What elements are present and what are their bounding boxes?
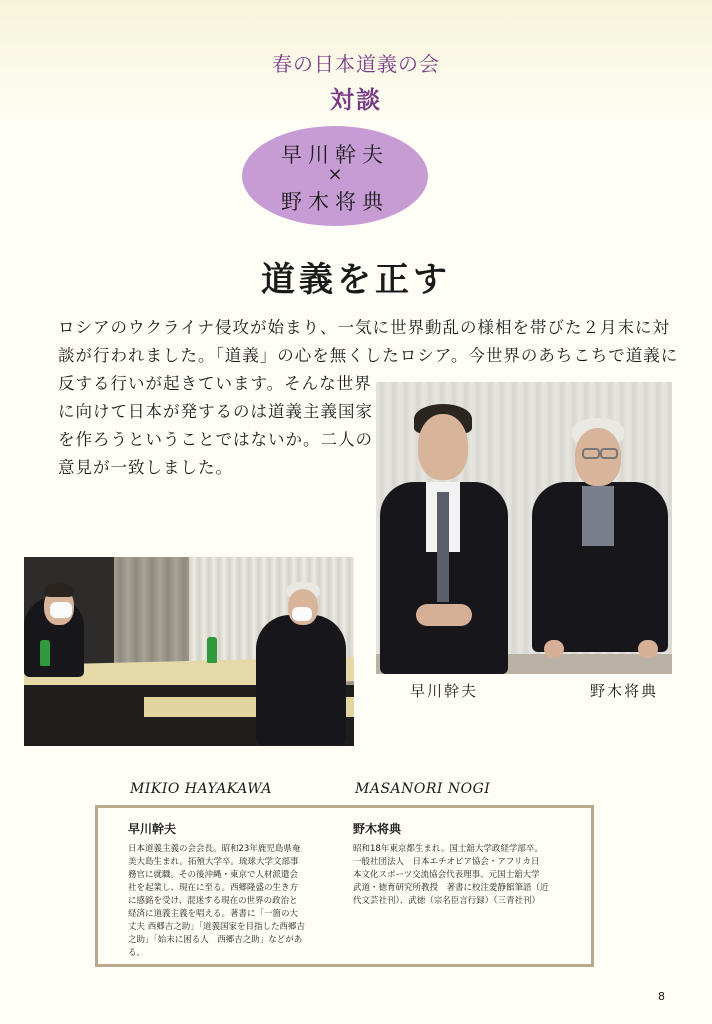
speaker-separator: ×: [327, 164, 343, 185]
profile-a-line: る。: [128, 948, 146, 958]
profile-b-line: 武道・徳育研究所教授 著書に校注愛静館筆語（近: [353, 883, 549, 893]
profile-b-roman-name: MASANORI NOGI: [355, 781, 491, 797]
profile-b-name: 野木将典: [353, 822, 402, 836]
speaker-b-name: 野木将典: [281, 190, 389, 214]
article-title: 道義を正す: [261, 260, 451, 300]
photo-caption-left: 早川幹夫: [410, 682, 479, 700]
speakers-photo: [376, 382, 672, 674]
profile-b-line: 一般社団法人 日本エチオピア協会・アフリカ日: [353, 857, 540, 867]
lead-line: に向けて日本が発するのは道義主義国家: [58, 402, 373, 421]
page-number: 8: [658, 990, 665, 1003]
profile-a-line: 務官に就職。その後沖縄・東京で人材派遣会: [128, 870, 299, 880]
lead-line: 談が行われました。「道義」の心を無くしたロシア。今世界のあちこちで道義に: [58, 346, 679, 365]
profiles-box: [95, 805, 594, 967]
lead-line: を作ろうということではないか。二人の: [58, 430, 373, 449]
profile-a-roman-name: MIKIO HAYAKAWA: [130, 781, 273, 797]
profile-a-line: 日本道義主義の会会長。昭和23年鹿児島県奄: [128, 844, 301, 854]
profile-a-name: 早川幹夫: [128, 822, 177, 836]
profile-b-line: 昭和18年東京都生まれ。国士舘大学政経学部卒。: [353, 844, 543, 854]
profile-b-line: 本文化スポーツ交流協会代表理事、元国士舘大学: [353, 870, 540, 880]
profile-a-line: に感銘を受け、混迷する現在の世界の政治と: [128, 896, 298, 906]
lead-line: ロシアのウクライナ侵攻が始まり、一気に世界動乱の様相を帯びた２月末に対: [58, 318, 671, 337]
profile-a-line: 之助」「始末に困る人 西郷吉之助」などがあ: [128, 935, 303, 945]
speaker-a-name: 早川幹夫: [281, 143, 389, 167]
meeting-photo: [24, 557, 354, 746]
profile-b-line: 代文芸社刊）、武徳（宗名臣言行録）（三青社刊）: [353, 896, 541, 906]
event-type: 対談: [330, 86, 382, 114]
profile-a-line: 丈夫 西郷吉之助」「道義国家を目指した西郷吉: [128, 922, 305, 932]
event-name: 春の日本道義の会: [272, 52, 440, 76]
profile-a-line: 経済に道義主義を唱える。著書に「一箇の大: [128, 909, 299, 919]
profile-b: [353, 820, 549, 908]
photo-caption-right: 野木将典: [590, 682, 659, 700]
speakers-oval: [242, 126, 428, 226]
profile-a: [128, 820, 305, 960]
lead-line: 意見が一致しました。: [58, 458, 233, 477]
profile-a-line: 美大島生まれ。拓殖大学卒。琉球大学文部事: [128, 857, 299, 867]
profile-a-line: 社を起業し、現在に至る。西郷隆盛の生き方: [128, 883, 299, 893]
lead-line: 反する行いが起きています。そんな世界: [58, 374, 372, 393]
